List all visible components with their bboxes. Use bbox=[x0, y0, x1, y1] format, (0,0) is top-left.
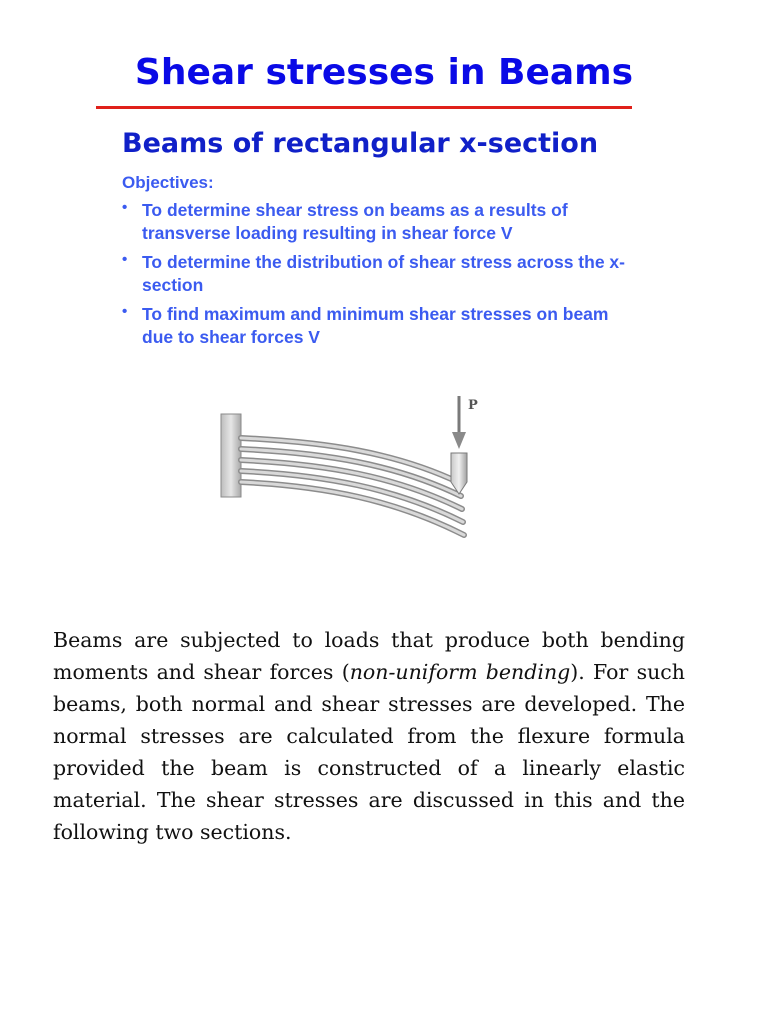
objectives-heading: Objectives: bbox=[122, 173, 214, 192]
section-subtitle: Beams of rectangular x-section bbox=[122, 128, 599, 159]
title-underline bbox=[96, 106, 632, 109]
objective-item bbox=[122, 303, 642, 349]
body-paragraph bbox=[53, 624, 685, 848]
paragraph-text: Beams are subjected to loads that produce both bending moments and shear forces ( bbox=[53, 628, 685, 684]
beam-layers bbox=[241, 438, 464, 535]
bullet-icon: • bbox=[122, 199, 128, 216]
bullet-icon: • bbox=[122, 303, 128, 320]
objective-text: To find maximum and minimum shear stresses on beam due to shear forces V bbox=[142, 304, 609, 347]
objective-item bbox=[122, 251, 642, 297]
cantilever-beam-figure bbox=[205, 390, 495, 550]
objective-text: To determine shear stress on beams as a results of transverse loading resulting in shear force V bbox=[142, 200, 568, 243]
objectives-list bbox=[122, 199, 642, 355]
wall-support bbox=[221, 414, 241, 497]
paragraph-text: ). For such beams, both normal and shear stresses are developed. The normal stresses are calculated from the flexure formula provided the beam is constructed of a linearly elastic material. The shear stresses are discussed in this and the following two sections. bbox=[53, 660, 685, 844]
load-label: P bbox=[468, 398, 478, 413]
objective-text: To determine the distribution of shear stress across the x-section bbox=[142, 252, 625, 295]
bullet-icon: • bbox=[122, 251, 128, 268]
load-block bbox=[451, 453, 467, 494]
paragraph-emphasis: non-uniform bending bbox=[349, 660, 571, 684]
objective-item bbox=[122, 199, 642, 245]
page-title: Shear stresses in Beams bbox=[134, 52, 634, 93]
load-arrow-icon bbox=[452, 396, 466, 449]
